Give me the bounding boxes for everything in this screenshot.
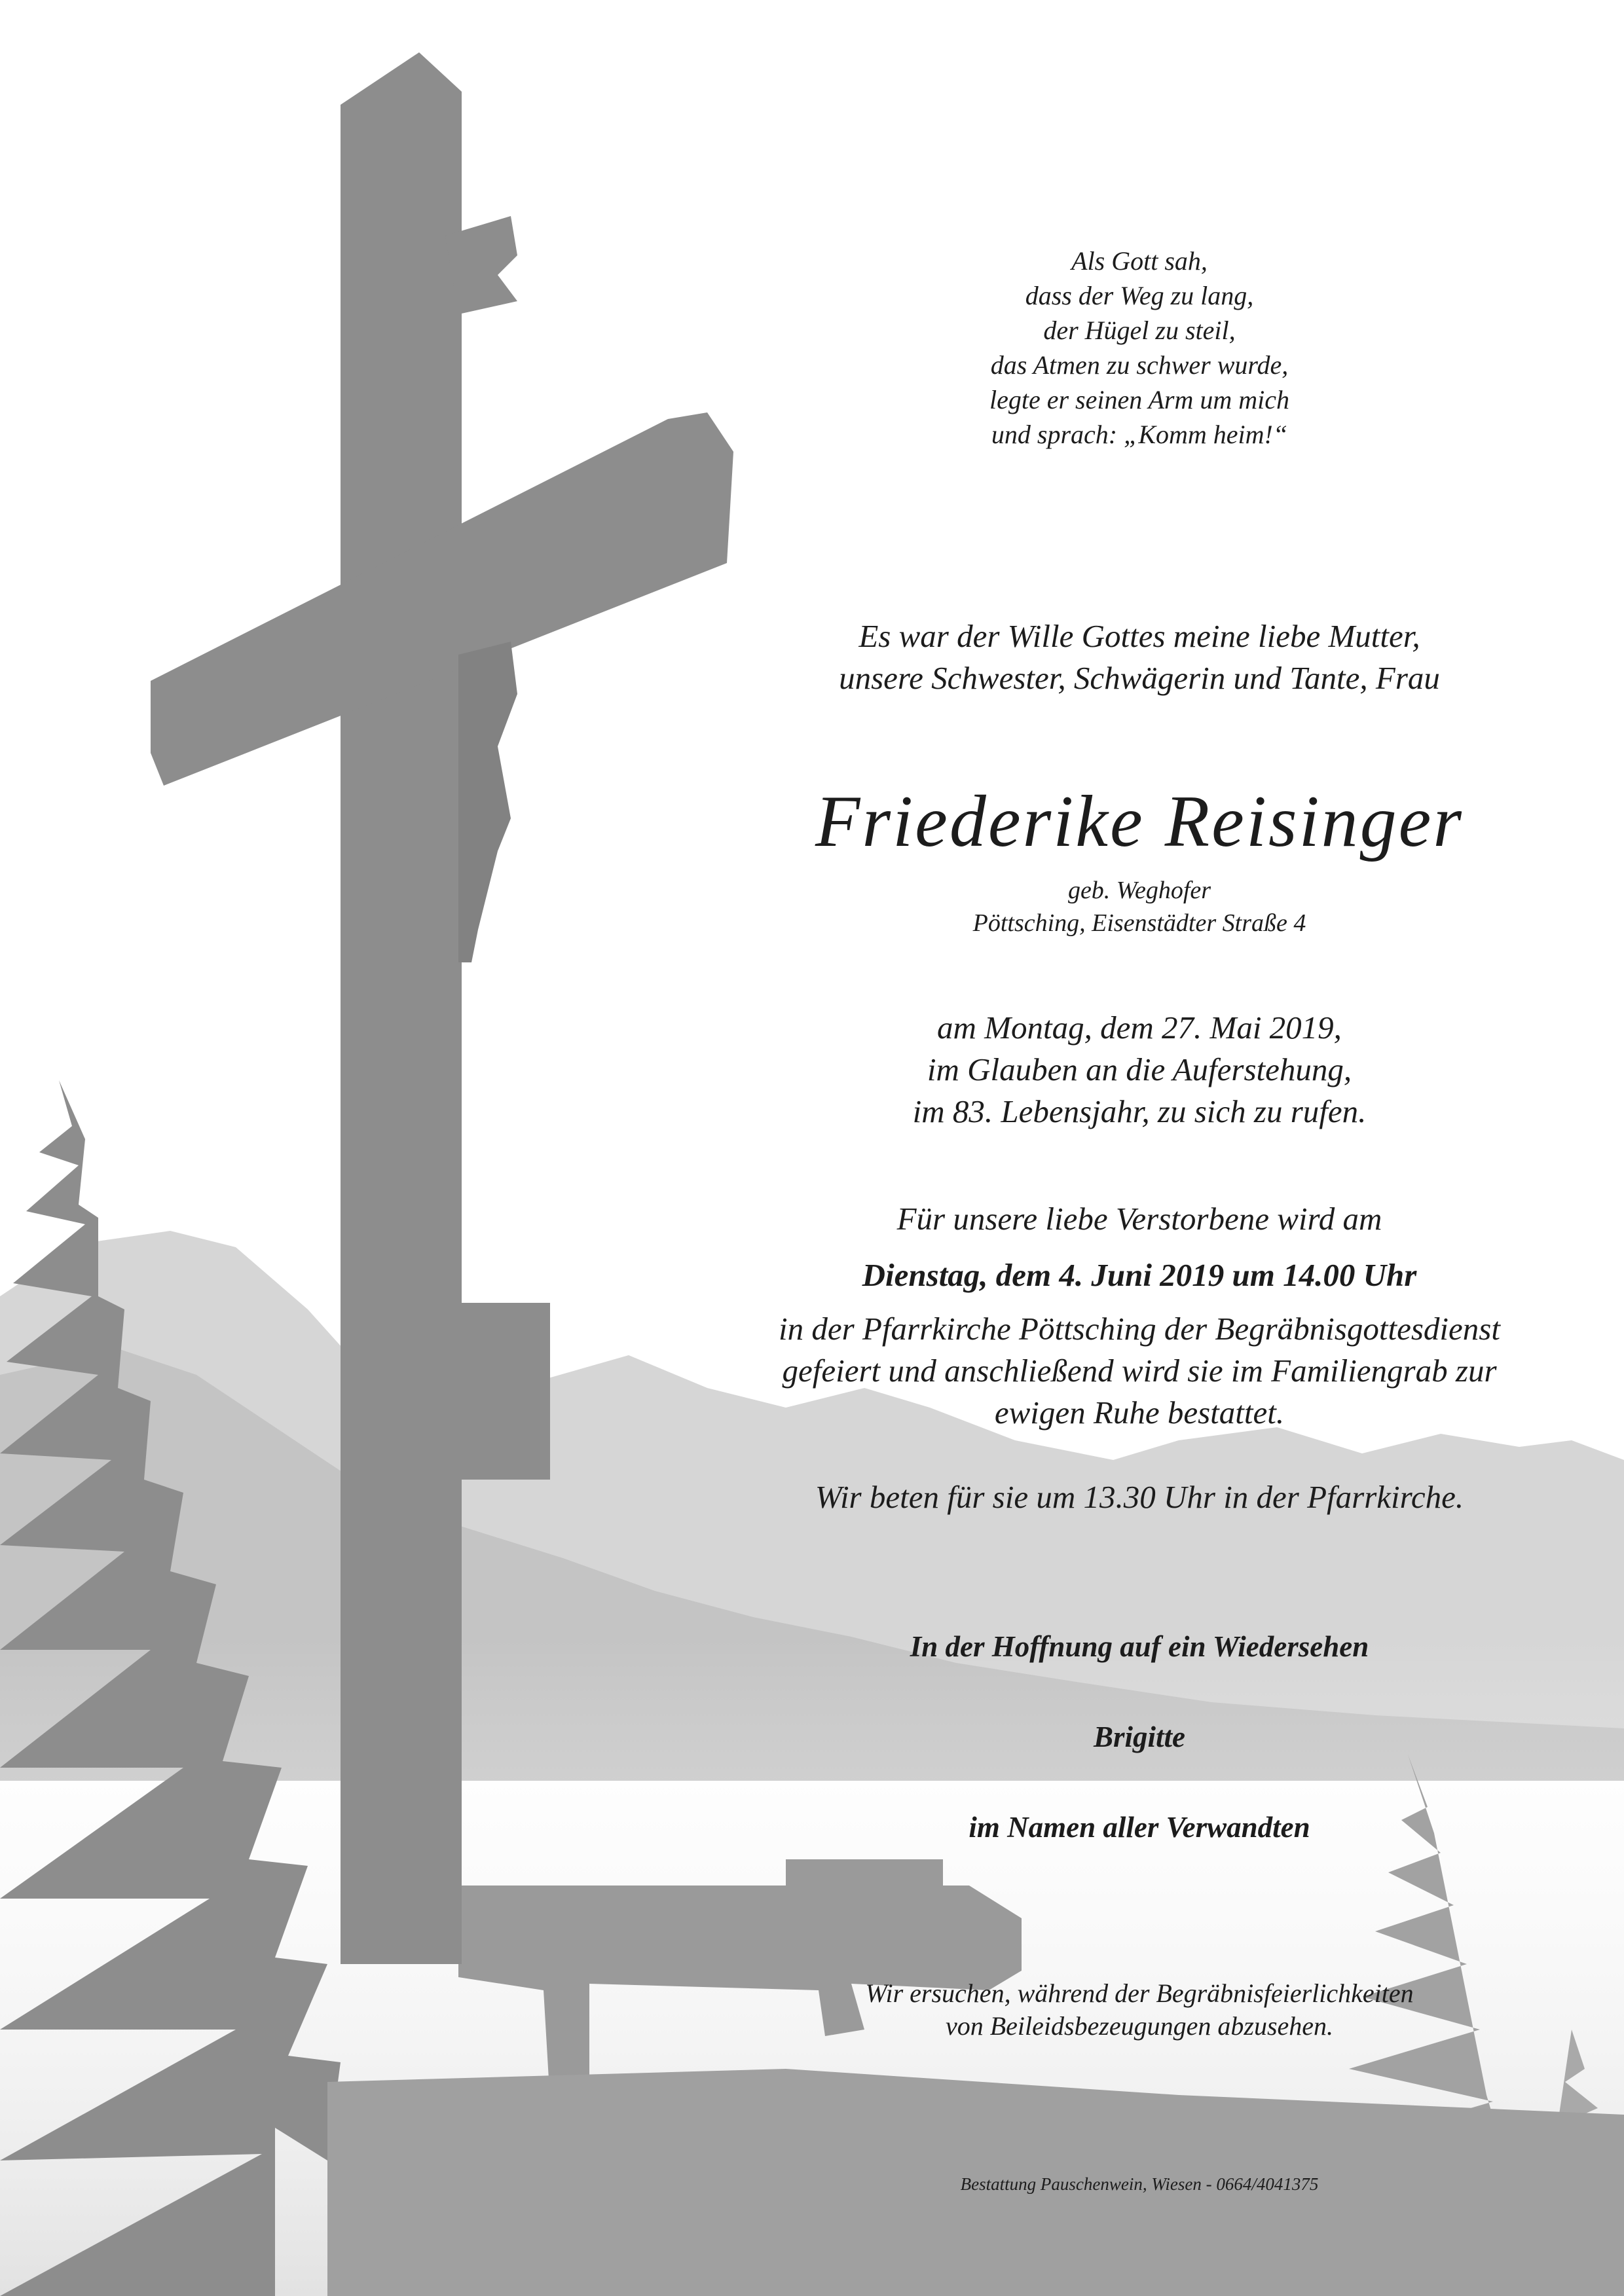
announcement-intro — [681, 615, 1598, 699]
death-details — [681, 1007, 1598, 1133]
birth-name: geb. Weghofer — [1067, 877, 1211, 904]
signer-name: Brigitte — [1093, 1721, 1185, 1753]
funeral-line-1: in der Pfarrkirche Pöttsching der Begräbnisgottesdienst — [779, 1311, 1500, 1347]
poem — [681, 244, 1598, 452]
closing-relatives: im Namen aller Verwandten — [969, 1811, 1310, 1844]
poem-line: Als Gott sah, — [1071, 246, 1208, 276]
poem-line: dass der Weg zu lang, — [1025, 281, 1254, 310]
poem-line: und sprach: „Komm heim!“ — [991, 420, 1288, 449]
request-line-1: Wir ersuchen, während der Begräbnisfeierlichkeiten — [865, 1978, 1414, 2008]
deceased-name: Friederike Reisinger — [815, 781, 1464, 862]
prayer-notice: Wir beten für sie um 13.30 Uhr in der Pfarrkirche. — [815, 1479, 1464, 1515]
death-line-1: am Montag, dem 27. Mai 2019, — [937, 1010, 1342, 1046]
funeral-line-3: ewigen Ruhe bestattet. — [994, 1394, 1285, 1430]
bench-back — [786, 1859, 943, 1892]
intro-line-1: Es war der Wille Gottes meine liebe Mutter, — [858, 618, 1420, 654]
poem-line: legte er seinen Arm um mich — [989, 385, 1290, 414]
funeral-intro: Für unsere liebe Verstorbene wird am — [896, 1201, 1382, 1237]
funeral-home-footer: Bestattung Pauschenwein, Wiesen - 0664/4041375 — [960, 2174, 1319, 2194]
intro-line-2: unsere Schwester, Schwägerin und Tante, Frau — [839, 660, 1440, 696]
address: Pöttsching, Eisenstädter Straße 4 — [972, 909, 1306, 937]
closing — [681, 1627, 1598, 1847]
poem-line: der Hügel zu steil, — [1043, 316, 1236, 345]
request-line-2: von Beileidsbezeugungen abzusehen. — [945, 2011, 1334, 2041]
deceased-details — [681, 874, 1598, 939]
condolence-request — [681, 1977, 1598, 2043]
closing-hope: In der Hoffnung auf ein Wiedersehen — [910, 1630, 1369, 1663]
funeral-line-2: gefeiert und anschließend wird sie im Familiengrab zur — [782, 1353, 1497, 1389]
poem-line: das Atmen zu schwer wurde, — [990, 350, 1289, 380]
death-line-2: im Glauben an die Auferstehung, — [927, 1051, 1352, 1087]
funeral-details — [681, 1198, 1598, 1434]
funeral-date: Dienstag, dem 4. Juni 2019 um 14.00 Uhr — [862, 1257, 1417, 1293]
death-line-3: im 83. Lebensjahr, zu sich zu rufen. — [912, 1093, 1367, 1129]
